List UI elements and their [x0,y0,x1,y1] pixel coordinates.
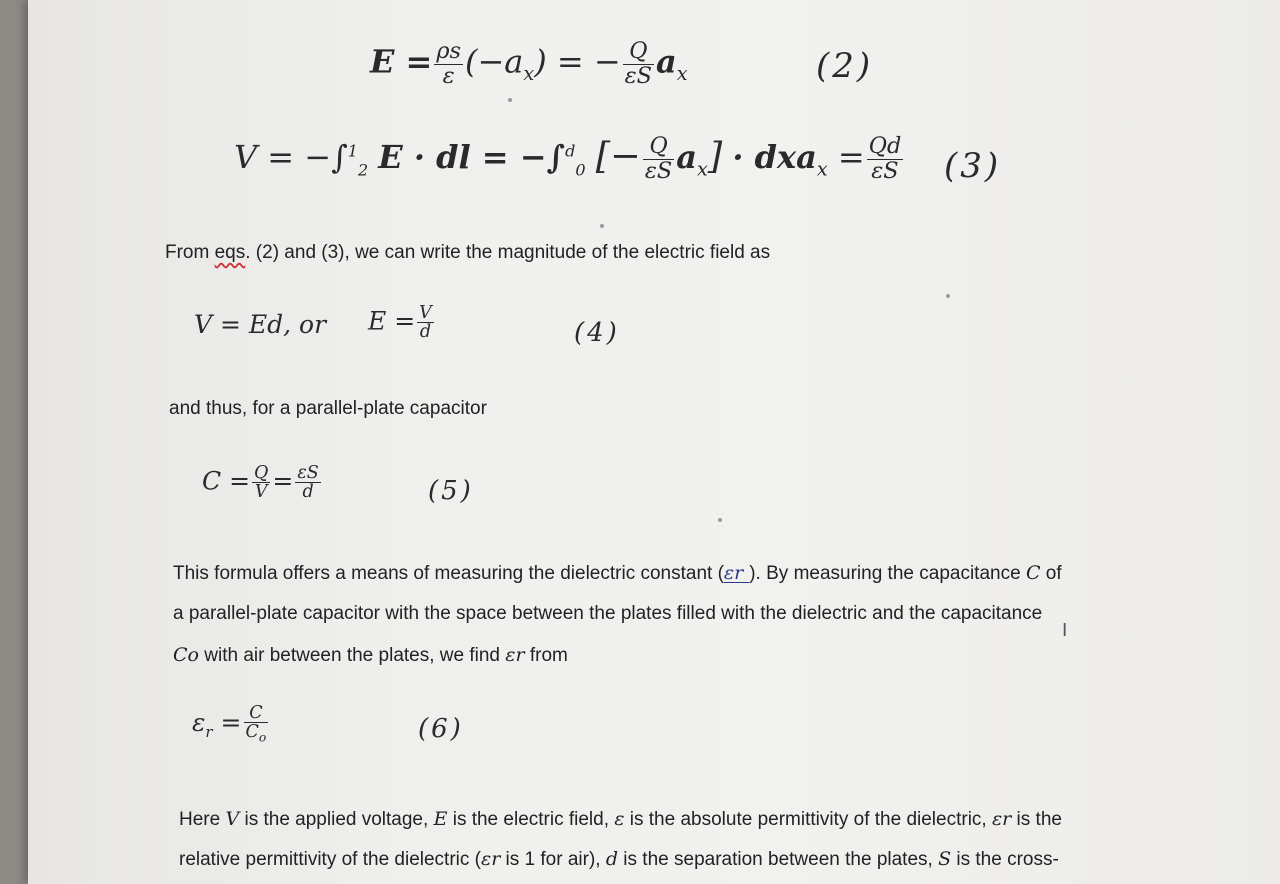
eq3-fraction-2: $\frac{Qd}{\varepsilon S}$ [868,133,902,184]
paragraph-2: and thus, for a parallel-plate capacitor [169,398,487,419]
eq3-fraction-1: $\frac{Q}{\varepsilon S}$ [644,133,673,184]
eq2-mid: (−a [465,42,524,81]
paragraph-3-line-3: Co with air between the plates, we find εr from [173,644,568,666]
eq6-number: (6) [418,714,464,744]
paragraph-4-line-1: Here V is the applied voltage, E is the electric field, ε is the absolute permittivity of the dielectric, εr is the [179,808,1062,830]
equation-5: C = $\frac{Q}{V}$ = $\frac{\varepsilon S}{d}$ [202,463,319,503]
paper-speck [718,518,722,522]
eq2-fraction-1: $\frac{\rho s}{\varepsilon}$ [436,38,461,89]
eq5-fraction-1: $\frac{Q}{V}$ [254,463,269,503]
paragraph-3-line-1: This formula offers a means of measuring the dielectric constant (εr ). By measuring the capacitance C of [173,562,1062,584]
paragraph-3-line-2: a parallel-plate capacitor with the space between the plates filled with the dielectric and the capacitance [173,603,1043,624]
equation-6: $\varepsilon_r$ = $\frac{C}{C_o}$ [192,703,267,745]
spellcheck-word[interactable]: eqs [214,242,246,263]
eq2-fraction-2: $\frac{Q}{\varepsilon S}$ [624,38,653,89]
eq4-number: (4) [574,318,620,348]
paper-speck [508,98,512,102]
paper-speck [600,224,604,228]
eq4-fraction: $\frac{V}{d}$ [419,303,432,343]
document-page [28,0,1280,884]
paragraph-4-line-2: relative permittivity of the dielectric (εr is 1 for air), d is the separation between the plates, S is the cross- [179,848,1059,870]
eq2-lhs: E = [370,42,433,81]
equation-2: E = $\frac{\rho s}{\varepsilon}$ $(-a_x)$ = − $\frac{Q}{\varepsilon S}$ $a_x$ [370,38,688,89]
eq5-number: (5) [428,476,474,506]
equation-4-rhs: E = $\frac{V}{d}$ [368,303,432,343]
text-cursor-icon: I [1062,620,1068,641]
paragraph-1: From eqs. (2) and (3), we can write the magnitude of the electric field as [165,242,771,263]
epsilon-r-field[interactable]: εr [723,562,750,584]
eq5-fraction-2: $\frac{\varepsilon S}{d}$ [297,463,319,503]
eq6-fraction: $\frac{C}{C_o}$ [245,703,267,745]
eq2-number: (2) [816,46,874,86]
paper-speck [946,294,950,298]
equation-4: V = Ed, or [194,310,327,339]
equation-3: V = −∫$^1_2$ E · dl = −∫$^d_0$ [− $\frac{Q}{\varepsilon S}$ $a_x] \cdot dxa_x$ = $\frac{Qd}{\varepsilon S}$ [234,133,902,184]
eq3-number: (3) [944,146,1002,186]
